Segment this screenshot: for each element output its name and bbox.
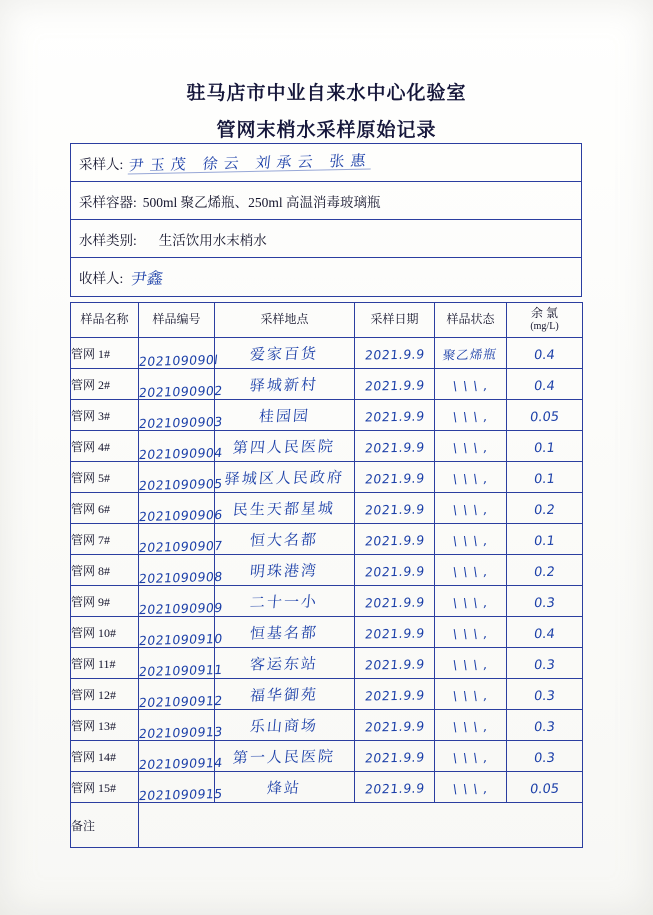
cell-sampling-place: [215, 710, 355, 741]
cell-sampling-place: [215, 462, 355, 493]
cell-sample-code-text: 2021090914: [138, 754, 224, 772]
cell-sampling-date: [355, 648, 435, 679]
table-body: [71, 338, 583, 848]
cell-sampling-place-text: 恒基名都: [249, 623, 320, 642]
cell-sampling-date: [355, 555, 435, 586]
cell-sampling-date: [355, 617, 435, 648]
cell-sample-code: [138, 586, 224, 617]
cell-sampling-date-text: 2021.9.9: [363, 407, 426, 425]
cell-sample-code-text: 2021090907: [138, 537, 224, 555]
column-header-residual-chlorine-label: 余 氯: [530, 306, 558, 321]
column-header-sample-state: 样品状态: [435, 303, 507, 338]
cell-sampling-place-text: 二十一小: [249, 592, 320, 611]
cell-sampling-date: [355, 710, 435, 741]
cell-sample-state-text: \ \ \ ,: [451, 749, 490, 765]
header-field-container-value: 500ml 聚乙烯瓶、250ml 高温消毒玻璃瓶: [142, 194, 381, 210]
cell-sampling-place-text: 驿城新村: [249, 375, 320, 394]
cell-sampling-place: [215, 493, 355, 524]
cell-residual-chlorine-text: 0.3: [533, 595, 556, 611]
cell-sample-name-text: 管网 12#: [71, 687, 117, 702]
cell-sampling-place-text: 第四人民医院: [232, 436, 337, 457]
cell-sampling-place-text: 福华御苑: [249, 685, 320, 704]
table-row: [71, 586, 583, 617]
cell-sampling-date-text: 2021.9.9: [363, 686, 426, 704]
cell-sampling-date-text: 2021.9.9: [363, 345, 426, 363]
table-row: [71, 648, 583, 679]
cell-residual-chlorine: [507, 462, 583, 493]
cell-residual-chlorine-text: 0.3: [533, 719, 556, 735]
cell-sample-name-text: 管网 7#: [71, 532, 111, 547]
cell-sample-code-text: 2021090912: [138, 692, 224, 710]
cell-sample-state: [435, 710, 507, 741]
cell-sample-name: [71, 586, 139, 617]
cell-sample-name: [71, 741, 139, 772]
cell-residual-chlorine-text: 0.3: [533, 688, 556, 704]
cell-sample-state: [435, 369, 507, 400]
cell-residual-chlorine: [507, 617, 583, 648]
cell-sample-name-text: 管网 3#: [71, 408, 111, 423]
cell-sampling-date: [355, 431, 435, 462]
cell-residual-chlorine: [507, 555, 583, 586]
cell-sample-state: [435, 741, 507, 772]
header-field-water-type-label: 水样类别:: [79, 232, 137, 248]
cell-sample-code-text: 2021090908: [138, 568, 224, 586]
column-header-sample-name: 样品名称: [71, 303, 139, 338]
cell-sample-name-text: 管网 14#: [71, 749, 117, 764]
cell-sample-code: [138, 400, 224, 431]
cell-sample-state: [435, 648, 507, 679]
cell-sample-state-text: \ \ \ ,: [451, 439, 490, 455]
cell-sampling-date-text: 2021.9.9: [363, 593, 426, 611]
cell-sample-code: [138, 741, 224, 772]
cell-sample-code: [138, 679, 224, 710]
remark-value: [139, 803, 583, 848]
cell-sampling-place-text: 烽站: [266, 778, 303, 797]
cell-residual-chlorine: [507, 338, 583, 369]
cell-residual-chlorine: [507, 524, 583, 555]
cell-sample-name: [71, 493, 139, 524]
header-field-container-label: 采样容器:: [79, 194, 137, 210]
cell-sample-state-text: 聚乙烯瓶: [442, 346, 499, 362]
cell-residual-chlorine: [507, 679, 583, 710]
cell-sample-state-text: \ \ \ ,: [451, 501, 490, 517]
cell-residual-chlorine: [507, 400, 583, 431]
cell-sample-code: [138, 462, 224, 493]
cell-sampling-date-text: 2021.9.9: [363, 531, 426, 549]
column-header-sampling-date: 采样日期: [355, 303, 435, 338]
cell-sample-name: [71, 400, 139, 431]
cell-sampling-place: [215, 555, 355, 586]
page-title: 驻马店市中业自来水中心化验室: [186, 83, 467, 104]
cell-sample-code: [138, 493, 224, 524]
cell-sample-name-text: 管网 2#: [71, 377, 111, 392]
table-row: [71, 493, 583, 524]
cell-sampling-date-text: 2021.9.9: [363, 500, 426, 518]
cell-sample-code-text: 2021090904: [138, 444, 224, 462]
table-row: [71, 431, 583, 462]
cell-sample-code: [138, 431, 224, 462]
cell-sample-code-text: 2021090902: [138, 382, 224, 400]
cell-sampling-date: [355, 741, 435, 772]
cell-residual-chlorine: [507, 431, 583, 462]
cell-residual-chlorine-text: 0.4: [533, 378, 556, 394]
cell-sample-state: [435, 431, 507, 462]
cell-sampling-place: [215, 772, 355, 803]
cell-residual-chlorine: [507, 586, 583, 617]
cell-sample-name: [71, 710, 139, 741]
cell-sampling-date-text: 2021.9.9: [363, 469, 426, 487]
cell-sample-state-text: \ \ \ ,: [451, 656, 490, 672]
cell-sampling-date: [355, 493, 435, 524]
cell-sampling-place-text: 恒大名都: [249, 530, 320, 549]
cell-sample-name-text: 管网 4#: [71, 439, 111, 454]
cell-sample-name: [71, 431, 139, 462]
cell-sampling-place: [215, 369, 355, 400]
cell-sample-code-text: 2021090905: [138, 475, 224, 493]
document-title-block: [0, 78, 653, 142]
cell-sampling-place-text: 第一人民医院: [232, 746, 337, 767]
cell-sampling-date: [355, 400, 435, 431]
cell-sample-name: [71, 617, 139, 648]
cell-sampling-place-text: 爱家百货: [249, 344, 320, 363]
cell-sample-name-text: 管网 5#: [71, 470, 111, 485]
table-row: [71, 555, 583, 586]
cell-sampling-place: [215, 586, 355, 617]
remark-row: [71, 803, 583, 848]
cell-residual-chlorine-text: 0.1: [533, 471, 556, 487]
cell-sample-state: [435, 679, 507, 710]
cell-residual-chlorine-text: 0.4: [533, 626, 556, 642]
cell-sampling-date-text: 2021.9.9: [363, 717, 426, 735]
cell-sample-code: [138, 369, 224, 400]
cell-sample-state-text: \ \ \ ,: [451, 408, 490, 424]
cell-sample-code-text: 2021090911: [138, 661, 224, 679]
cell-sample-name: [71, 555, 139, 586]
cell-sampling-date-text: 2021.9.9: [363, 655, 426, 673]
cell-sampling-date: [355, 369, 435, 400]
cell-sample-code: [138, 338, 220, 369]
cell-sample-code: [138, 524, 224, 555]
cell-sampling-date: [355, 524, 435, 555]
table-header: [71, 303, 583, 338]
header-field-sampler-value: 尹玉茂 徐云 刘承云 张惠: [128, 151, 373, 175]
cell-sample-code-text: 2021090913: [138, 723, 224, 741]
column-header-residual-chlorine-unit: (mg/L): [530, 321, 559, 333]
cell-sample-state: [435, 493, 507, 524]
cell-sample-state: [435, 338, 507, 369]
cell-residual-chlorine: [507, 741, 583, 772]
table-row: [71, 679, 583, 710]
header-field-receiver: [71, 258, 581, 296]
cell-sample-state-text: \ \ \ ,: [451, 780, 490, 796]
cell-sample-state-text: \ \ \ ,: [451, 470, 490, 486]
cell-sample-state-text: \ \ \ ,: [451, 377, 490, 393]
cell-sample-state-text: \ \ \ ,: [451, 687, 490, 703]
cell-sample-name-text: 管网 1#: [71, 346, 111, 361]
cell-sample-code: [138, 617, 224, 648]
table-header-row: [71, 303, 583, 338]
cell-sampling-date: [355, 772, 435, 803]
cell-residual-chlorine-text: 0.05: [529, 409, 560, 425]
cell-sample-name-text: 管网 9#: [71, 594, 111, 609]
column-header-sampling-place: 采样地点: [215, 303, 355, 338]
cell-sample-state: [435, 462, 507, 493]
cell-residual-chlorine-text: 0.1: [533, 440, 556, 456]
cell-sampling-place: [215, 431, 355, 462]
cell-sample-name-text: 管网 13#: [71, 718, 117, 733]
cell-sample-name-text: 管网 11#: [71, 656, 116, 671]
cell-sampling-date-text: 2021.9.9: [363, 562, 426, 580]
cell-sample-code-text: 2021090903: [138, 413, 224, 431]
header-field-sampler: [71, 144, 581, 182]
cell-residual-chlorine-text: 0.3: [533, 657, 556, 673]
cell-sampling-place: [215, 617, 355, 648]
cell-sampling-date-text: 2021.9.9: [363, 376, 426, 394]
cell-residual-chlorine-text: 0.2: [533, 502, 556, 518]
header-field-sampler-label: 采样人:: [79, 156, 124, 172]
cell-residual-chlorine: [507, 648, 583, 679]
cell-sampling-date: [355, 338, 435, 369]
cell-sample-name-text: 管网 6#: [71, 501, 111, 516]
cell-sampling-place: [215, 524, 355, 555]
remark-label: 备注: [71, 803, 139, 848]
cell-sample-state: [435, 772, 507, 803]
cell-sampling-place-text: 明珠港湾: [249, 561, 320, 580]
cell-sample-state: [435, 400, 507, 431]
cell-sampling-place-text: 民生天都星城: [232, 498, 337, 519]
header-field-receiver-label: 收样人:: [79, 271, 124, 286]
header-info-box: [70, 143, 582, 297]
cell-sample-name-text: 管网 15#: [71, 780, 117, 795]
header-field-container: [71, 182, 581, 220]
cell-sampling-place: [215, 400, 355, 431]
cell-sample-code-text: 202109090l: [138, 351, 220, 369]
cell-sample-name: [71, 648, 139, 679]
cell-sample-code-text: 2021090906: [138, 506, 224, 524]
table-row: [71, 369, 583, 400]
cell-sample-name-text: 管网 10#: [71, 625, 117, 640]
cell-residual-chlorine-text: 0.3: [533, 750, 556, 766]
cell-sample-code-text: 2021090915: [138, 785, 224, 803]
page-subtitle: 管网末梢水采样原始记录: [216, 120, 437, 141]
cell-sampling-date-text: 2021.9.9: [363, 438, 426, 456]
cell-sampling-place-text: 客运东站: [249, 654, 320, 673]
cell-residual-chlorine: [507, 493, 583, 524]
cell-residual-chlorine-text: 0.1: [533, 533, 556, 549]
cell-residual-chlorine-text: 0.4: [533, 347, 556, 363]
cell-residual-chlorine: [507, 772, 583, 803]
column-header-residual-chlorine: [507, 303, 583, 338]
cell-sampling-date: [355, 586, 435, 617]
cell-sample-state-text: \ \ \ ,: [451, 718, 490, 734]
cell-sample-state: [435, 617, 507, 648]
cell-sample-code-text: 2021090910: [138, 630, 224, 648]
cell-sample-code: [138, 648, 224, 679]
cell-sampling-date-text: 2021.9.9: [363, 779, 426, 797]
cell-sampling-date-text: 2021.9.9: [363, 748, 426, 766]
cell-sample-state-text: \ \ \ ,: [451, 532, 490, 548]
cell-sampling-place-text: 乐山商场: [249, 716, 320, 735]
cell-sample-code: [138, 772, 224, 803]
cell-sampling-place: [215, 338, 355, 369]
cell-sample-code: [138, 710, 224, 741]
cell-sampling-place-text: 驿城区人民政府: [224, 467, 345, 488]
cell-residual-chlorine: [507, 710, 583, 741]
column-header-sample-code: 样品编号: [139, 303, 215, 338]
cell-sample-name-text: 管网 8#: [71, 563, 111, 578]
cell-sample-name: [71, 772, 139, 803]
cell-sample-code-text: 2021090909: [138, 599, 224, 617]
table-row: [71, 772, 583, 803]
cell-sampling-place-text: 桂园园: [258, 406, 311, 425]
cell-sample-name: [71, 524, 139, 555]
cell-sampling-date: [355, 679, 435, 710]
header-field-water-type: [71, 220, 581, 258]
cell-sample-name: [71, 679, 139, 710]
cell-sampling-place: [215, 679, 355, 710]
table-row: [71, 617, 583, 648]
cell-sample-name: [71, 369, 139, 400]
header-field-receiver-value: 尹鑫: [129, 267, 165, 289]
table-row: [71, 462, 583, 493]
table-row: [71, 524, 583, 555]
table-row: [71, 741, 583, 772]
cell-residual-chlorine: [507, 369, 583, 400]
cell-sample-code: [138, 555, 224, 586]
cell-sampling-place: [215, 648, 355, 679]
cell-sample-state: [435, 555, 507, 586]
header-field-water-type-value: 生活饮用水末梢水: [158, 232, 267, 248]
cell-sample-state-text: \ \ \ ,: [451, 563, 490, 579]
cell-sample-name: [71, 338, 139, 369]
cell-sample-state-text: \ \ \ ,: [451, 594, 490, 610]
cell-sample-state: [435, 586, 507, 617]
cell-sampling-date-text: 2021.9.9: [363, 624, 426, 642]
cell-sample-name: [71, 462, 139, 493]
cell-sample-state: [435, 524, 507, 555]
table-row: [71, 400, 583, 431]
sampling-records-table: [70, 302, 583, 848]
cell-sampling-place: [215, 741, 355, 772]
cell-residual-chlorine-text: 0.2: [533, 564, 556, 580]
table-row: [71, 710, 583, 741]
cell-sample-state-text: \ \ \ ,: [451, 625, 490, 641]
table-row: [71, 338, 583, 369]
cell-residual-chlorine-text: 0.05: [529, 781, 560, 797]
cell-sampling-date: [355, 462, 435, 493]
